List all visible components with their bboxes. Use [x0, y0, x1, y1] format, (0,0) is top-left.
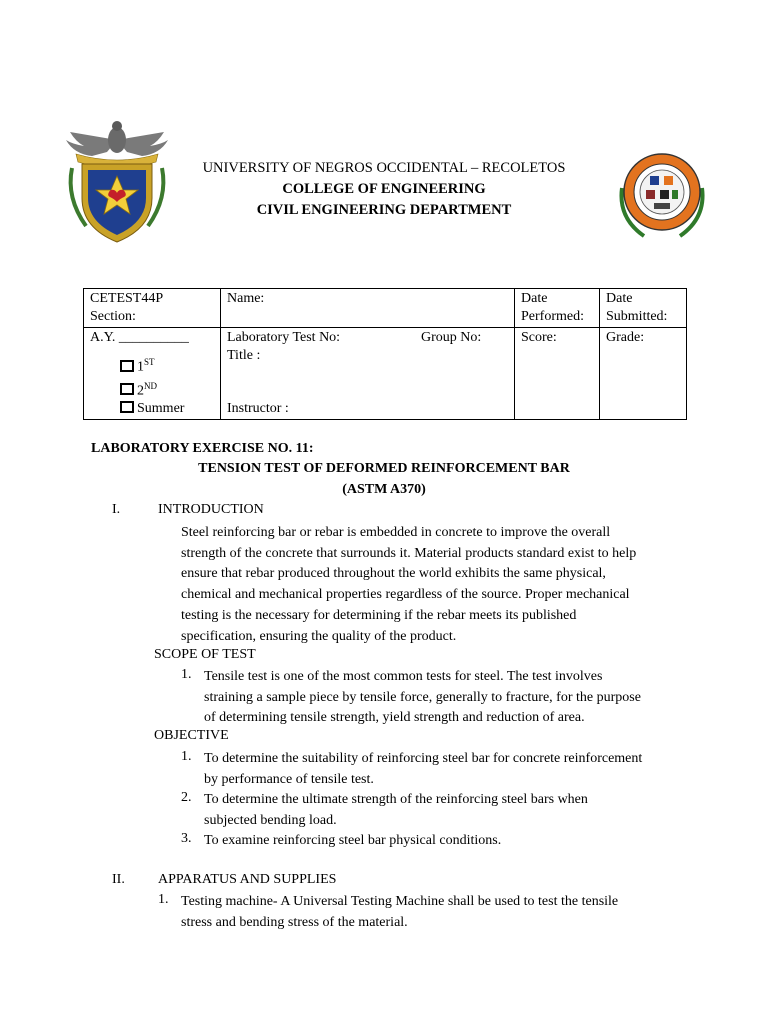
date-performed-label-1: Date — [521, 291, 548, 306]
date-performed-cell[interactable] — [515, 289, 600, 328]
title-label: Title : — [227, 348, 261, 363]
lab-details-cell[interactable] — [221, 328, 515, 420]
exercise-number: LABORATORY EXERCISE NO. 11: — [91, 441, 314, 456]
first-semester-checkbox[interactable] — [120, 360, 134, 372]
objective-1-text — [204, 749, 642, 790]
apparatus-line: Testing machine- A Universal Testing Machine shall be used to test the tensile — [181, 894, 619, 909]
exercise-standard: (ASTM A370) — [342, 482, 426, 497]
lab-test-no-label: Laboratory Test No: — [227, 330, 341, 345]
grade-label: Grade: — [606, 330, 645, 345]
objective-3-text — [204, 831, 501, 852]
intro-section-title: INTRODUCTION — [158, 502, 264, 517]
instructor-label: Instructor : — [227, 401, 289, 416]
scope-line: straining a sample piece by tensile force, generally to fracture, for the purpose — [204, 689, 641, 705]
intro-line: specification, ensuring the quality of the product. — [181, 628, 457, 644]
score-cell[interactable] — [515, 328, 600, 420]
apparatus-section-title: APPARATUS AND SUPPLIES — [158, 872, 337, 887]
date-submitted-label-2: Submitted: — [606, 309, 668, 324]
intro-line: ensure that rebar produced throughout the world exhibits the same physical, — [181, 566, 606, 582]
name-label: Name: — [227, 291, 265, 306]
scope-line: of determining tensile strength, yield strength and reduction of area. — [204, 710, 585, 726]
group-no-label: Group No: — [421, 330, 482, 345]
summer-label: Summer — [137, 401, 185, 417]
scope-line: Tensile test is one of the most common tests for steel. The test involves — [204, 669, 603, 684]
intro-line: strength of the concrete that surrounds it. Material products standard exist to help — [181, 545, 637, 561]
objective-line: subjected bending load. — [204, 812, 337, 828]
intro-line: chemical and mechanical properties regardless of the source. Proper mechanical — [181, 587, 630, 603]
grade-cell[interactable] — [600, 328, 687, 420]
date-submitted-label-1: Date — [606, 291, 633, 306]
objective-3-number: 3. — [181, 831, 192, 846]
apparatus-line: stress and bending stress of the material. — [181, 914, 408, 930]
apparatus-1-text — [181, 892, 618, 933]
intro-line: Steel reinforcing bar or rebar is embedded in concrete to improve the overall — [181, 525, 611, 540]
first-semester-sup: ST — [144, 357, 155, 367]
course-code: CETEST44P — [90, 291, 164, 306]
department-name: CIVIL ENGINEERING DEPARTMENT — [256, 202, 512, 218]
first-semester-label: 1 — [137, 359, 144, 375]
student-info-table — [83, 288, 687, 420]
university-name: UNIVERSITY OF NEGROS OCCIDENTAL – RECOLETOS — [202, 160, 566, 176]
objective-line: by performance of tensile test. — [204, 771, 374, 787]
intro-line: testing is the necessary for determining if the rebar meets its published — [181, 607, 577, 623]
objective-line: To determine the suitability of reinforcing steel bar for concrete reinforcement — [204, 751, 643, 766]
name-cell[interactable] — [221, 289, 515, 328]
intro-paragraph — [181, 523, 636, 647]
section-label: Section: — [90, 309, 136, 324]
intro-section-number: I. — [112, 502, 121, 517]
objective-title: OBJECTIVE — [154, 728, 229, 743]
second-semester-label: 2 — [137, 383, 144, 399]
score-label: Score: — [521, 330, 557, 345]
objective-2-text — [204, 790, 588, 831]
exercise-title: TENSION TEST OF DEFORMED REINFORCEMENT BAR — [198, 461, 570, 476]
academic-year-cell — [84, 328, 221, 420]
course-cell — [84, 289, 221, 328]
apparatus-1-number: 1. — [158, 892, 169, 907]
objective-2-number: 2. — [181, 790, 192, 805]
objective-1-number: 1. — [181, 749, 192, 764]
second-semester-sup: ND — [144, 380, 157, 391]
scope-item-number: 1. — [181, 667, 192, 682]
objective-line: To examine reinforcing steel bar physical conditions. — [204, 833, 502, 848]
scope-title: SCOPE OF TEST — [154, 647, 256, 662]
date-submitted-cell[interactable] — [600, 289, 687, 328]
second-semester-checkbox[interactable] — [120, 383, 134, 395]
college-name: COLLEGE OF ENGINEERING — [282, 181, 486, 197]
scope-item-text — [204, 667, 641, 729]
apparatus-section-number: II. — [112, 872, 125, 887]
summer-checkbox[interactable] — [120, 401, 134, 413]
date-performed-label-2: Performed: — [521, 309, 584, 324]
objective-line: To determine the ultimate strength of the reinforcing steel bars when — [204, 792, 588, 807]
academic-year-label: A.Y. __________ — [90, 330, 189, 345]
